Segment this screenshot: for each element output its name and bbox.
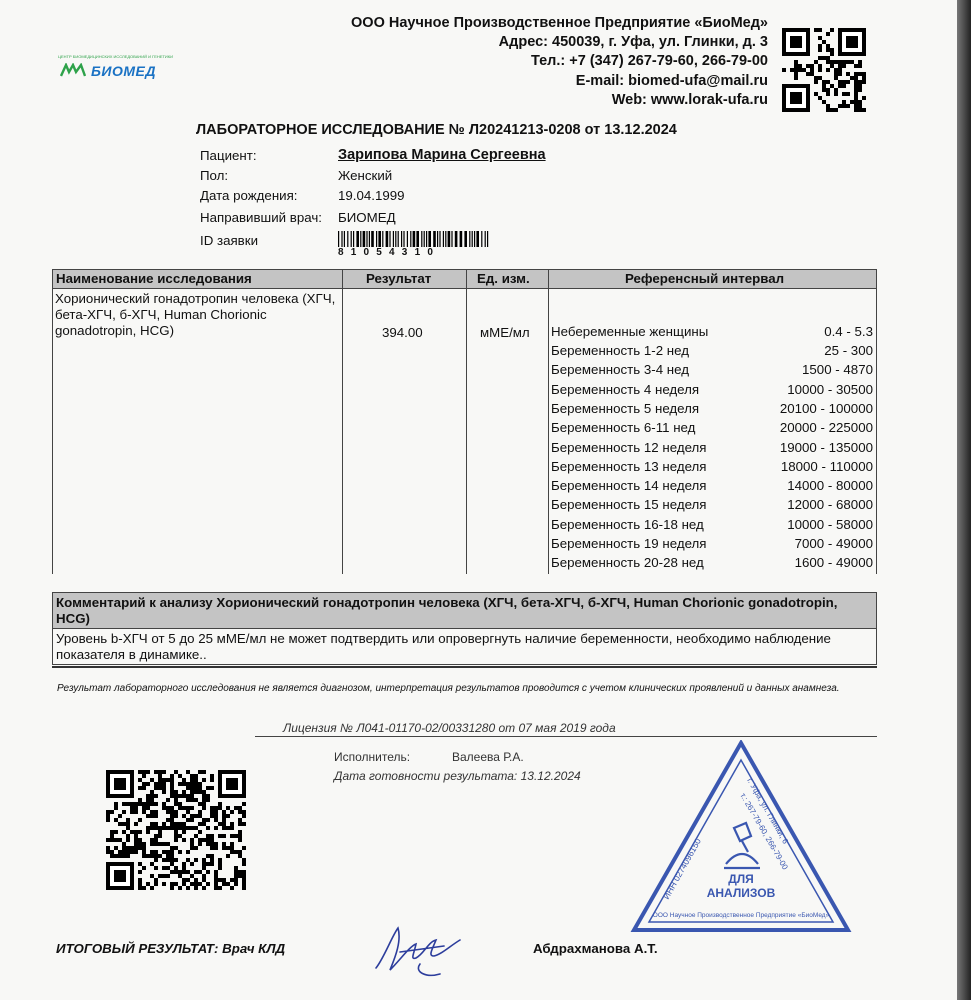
signature-icon bbox=[370, 920, 470, 982]
reference-range: 25 - 300 bbox=[824, 343, 873, 358]
reference-range: 10000 - 30500 bbox=[787, 382, 873, 397]
dob-label: Дата рождения: bbox=[200, 188, 298, 203]
lab-stamp-icon bbox=[630, 740, 852, 935]
company-address: Адрес: 450039, г. Уфа, ул. Глинки, д. 3 bbox=[498, 34, 768, 51]
comment-body: Уровень b-ХГЧ от 5 до 25 мМЕ/мл не может подтвердить или опровергнуть наличие беременности, необходимо наблюдение показателя в динамике.. bbox=[56, 631, 831, 662]
executor-label: Исполнитель: bbox=[334, 750, 411, 764]
document-title: ЛАБОРАТОРНОЕ ИССЛЕДОВАНИЕ № Л20241213-0208 от 13.12.2024 bbox=[196, 122, 677, 138]
reference-label: Беременность 15 неделя bbox=[551, 497, 707, 512]
unit-value: мМЕ/мл bbox=[480, 325, 530, 340]
reference-label: Беременность 6-11 нед bbox=[551, 420, 696, 435]
request-id-label: ID заявки bbox=[200, 233, 258, 248]
reference-range: 20100 - 100000 bbox=[779, 401, 873, 416]
reference-range: 14000 - 80000 bbox=[787, 478, 873, 493]
patient-name: Зарипова Марина Сергеевна bbox=[338, 147, 546, 163]
reference-row bbox=[551, 324, 873, 343]
reference-range: 1600 - 49000 bbox=[794, 555, 873, 570]
reference-row bbox=[551, 440, 873, 459]
reference-label: Беременность 12 неделя bbox=[551, 440, 707, 455]
divider bbox=[52, 666, 877, 668]
barcode-number: 81054310 bbox=[338, 247, 441, 258]
logo-mark-icon bbox=[60, 63, 86, 77]
test-name: Хорионический гонадотропин человека (ХГЧ, бета-ХГЧ, б-ХГЧ, Human Chorionic gonadotropin, HCG) bbox=[55, 291, 336, 338]
reference-range: 19000 - 135000 bbox=[779, 440, 873, 455]
reference-row bbox=[551, 497, 873, 516]
company-phone: Тел.: +7 (347) 267-79-60, 266-79-00 bbox=[530, 53, 768, 70]
stamp-inn: ИНН 0274096150 bbox=[661, 836, 703, 901]
stamp-phones: т.: 267-79-60, 266-79-00 bbox=[738, 791, 790, 872]
referring-doctor-value: БИОМЕД bbox=[338, 210, 396, 225]
reference-label: Небеременные женщины bbox=[551, 324, 709, 339]
disclaimer: Результат лабораторного исследования не является диагнозом, интерпретация результатов проводится с учетом клинических проявлений и данных анамнеза. bbox=[57, 683, 840, 694]
reference-label: Беременность 13 неделя bbox=[551, 459, 707, 474]
reference-range: 7000 - 49000 bbox=[794, 536, 873, 551]
reference-row bbox=[551, 382, 873, 401]
reference-row bbox=[551, 420, 873, 439]
reference-range: 1500 - 4870 bbox=[802, 362, 873, 377]
company-header bbox=[351, 14, 768, 110]
reference-range: 0.4 - 5.3 bbox=[824, 324, 873, 339]
reference-row bbox=[551, 536, 873, 555]
biomed-logo bbox=[58, 54, 183, 80]
reference-range: 18000 - 110000 bbox=[780, 459, 873, 474]
executor-name: Валеева Р.А. bbox=[452, 750, 524, 764]
page-edge-shadow bbox=[957, 0, 971, 1000]
qr-code-icon bbox=[106, 770, 246, 890]
barcode-icon bbox=[338, 231, 490, 247]
results-table bbox=[52, 269, 877, 574]
lab-doctor-name: Абдрахманова А.Т. bbox=[533, 941, 658, 956]
company-web: Web: www.lorak-ufa.ru bbox=[611, 91, 768, 108]
reference-label: Беременность 5 неделя bbox=[551, 401, 700, 416]
divider bbox=[255, 736, 877, 737]
referring-doctor-label: Направивший врач: bbox=[200, 210, 322, 225]
company-email: E-mail: biomed-ufa@mail.ru bbox=[575, 72, 768, 89]
reference-row bbox=[551, 459, 873, 478]
final-result-label: ИТОГОВЫЙ РЕЗУЛЬТАТ: Врач КЛД bbox=[56, 941, 286, 956]
company-name: ООО Научное Производственное Предприятие «БиоМед» bbox=[351, 15, 768, 31]
reference-range: 10000 - 58000 bbox=[787, 517, 873, 532]
reference-range: 20000 - 225000 bbox=[779, 420, 873, 435]
license: Лицензия № Л041-01170-02/00331280 от 07 мая 2019 года bbox=[283, 721, 616, 735]
header-result: Результат bbox=[366, 271, 432, 286]
reference-row bbox=[551, 478, 873, 497]
sex-value: Женский bbox=[338, 168, 393, 183]
reference-row bbox=[551, 555, 873, 574]
header-unit: Ед. изм. bbox=[477, 271, 530, 286]
reference-row bbox=[551, 343, 873, 362]
reference-label: Беременность 16-18 нед bbox=[551, 517, 704, 532]
stamp-purpose-1: ДЛЯ bbox=[728, 872, 754, 886]
reference-label: Беременность 3-4 нед bbox=[551, 362, 690, 377]
reference-label: Беременность 14 неделя bbox=[551, 478, 707, 493]
reference-label: Беременность 20-28 нед bbox=[551, 555, 704, 570]
comment-block bbox=[52, 592, 877, 665]
reference-row bbox=[551, 362, 873, 381]
stamp-org: ООО Научное Производственное Предприятие «БиоМед» bbox=[652, 912, 830, 919]
dob-value: 19.04.1999 bbox=[338, 188, 405, 203]
logo-name: БИОМЕД bbox=[91, 63, 156, 79]
logo-tagline: ЦЕНТР БИОМЕДИЦИНСКИХ ИССЛЕДОВАНИЙ И ГЕНЕТИКИ bbox=[58, 54, 174, 59]
reference-range: 12000 - 68000 bbox=[787, 497, 873, 512]
reference-label: Беременность 1-2 нед bbox=[551, 343, 690, 358]
reference-label: Беременность 19 неделя bbox=[551, 536, 707, 551]
ready-date: Дата готовности результата: 13.12.2024 bbox=[334, 769, 581, 783]
reference-row bbox=[551, 401, 873, 420]
header-test-name: Наименование исследования bbox=[56, 271, 252, 286]
stamp-purpose-2: АНАЛИЗОВ bbox=[706, 886, 776, 900]
sex-label: Пол: bbox=[200, 168, 229, 183]
result-value: 394.00 bbox=[382, 325, 423, 340]
qr-code-icon bbox=[782, 28, 866, 112]
header-reference: Референсный интервал bbox=[625, 271, 785, 286]
comment-header: Комментарий к анализу Хорионический гонадотропин человека (ХГЧ, бета-ХГЧ, б-ХГЧ, Human Chorionic gonadotropin, HCG) bbox=[53, 593, 876, 629]
stamp-address: г. Уфа, ул. Глинки, 6 bbox=[745, 776, 791, 846]
patient-label: Пациент: bbox=[200, 148, 257, 163]
reference-row bbox=[551, 517, 873, 536]
reference-label: Беременность 4 неделя bbox=[551, 382, 700, 397]
